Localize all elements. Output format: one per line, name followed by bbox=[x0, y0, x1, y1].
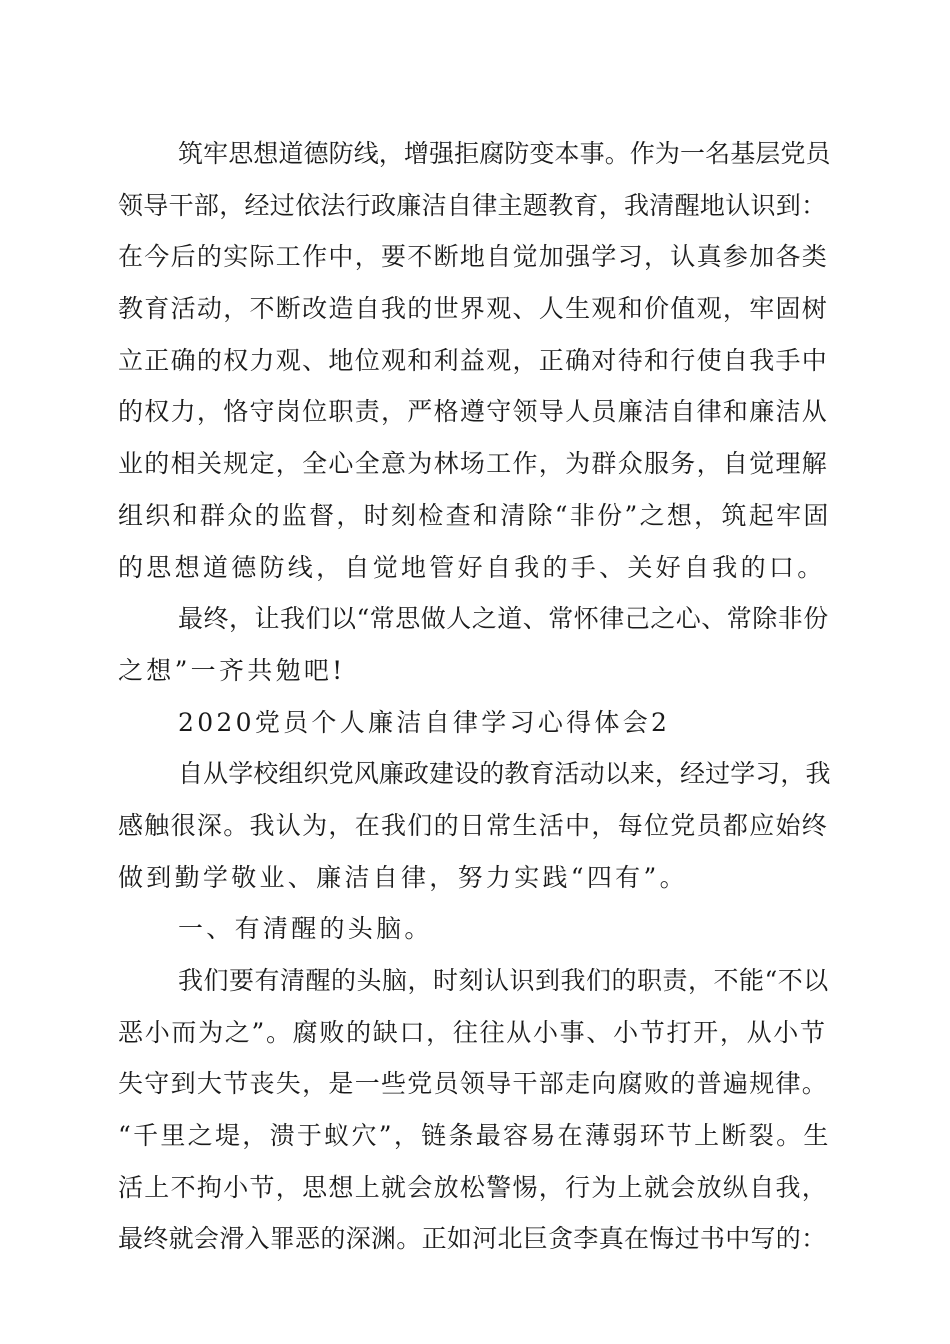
text-line-content: 自从学校组织党风廉政建设的教育活动以来，经过学习，我 bbox=[178, 759, 831, 789]
text-line bbox=[0, 1110, 950, 1162]
text-line bbox=[0, 1162, 950, 1214]
text-line bbox=[0, 800, 950, 852]
text-line-content: 业的相关规定，全心全意为林场工作，为群众服务，自觉理解 bbox=[118, 449, 829, 479]
text-line bbox=[0, 180, 950, 232]
text-line-content: 感触很深。我认为，在我们的日常生活中，每位党员都应始终 bbox=[118, 810, 829, 840]
text-line-content: 我们要有清醒的头脑，时刻认识到我们的职责，不能“不以 bbox=[178, 966, 829, 995]
text-line-content: 最终，让我们以“常思做人之道、常怀律己之心、常除非份 bbox=[178, 604, 829, 634]
text-line bbox=[0, 438, 950, 490]
text-line bbox=[0, 386, 950, 438]
text-line-content: 2020党员个人廉洁自律学习心得体会2 bbox=[178, 707, 671, 737]
text-line bbox=[0, 697, 950, 749]
text-line bbox=[0, 748, 950, 800]
text-line-content: 教育活动，不断改造自我的世界观、人生观和价值观，牢固树 bbox=[118, 294, 829, 324]
text-line-content: 最终就会滑入罪恶的深渊。正如河北巨贪李真在悔过书中写的： bbox=[118, 1224, 827, 1254]
text-line-content: 的思想道德防线，自觉地管好自我的手、关好自我的口。 bbox=[118, 552, 826, 582]
text-line bbox=[0, 542, 950, 594]
text-line bbox=[0, 852, 950, 904]
text-line-content: 在今后的实际工作中，要不断地自觉加强学习，认真参加各类 bbox=[118, 242, 829, 272]
document-body bbox=[0, 128, 950, 1265]
text-line bbox=[0, 955, 950, 1007]
text-line bbox=[0, 283, 950, 335]
text-line-content: “千里之堤，溃于蚁穴”，链条最容易在薄弱环节上断裂。生 bbox=[118, 1121, 831, 1151]
text-line bbox=[0, 128, 950, 180]
text-line-content: 筑牢思想道德防线，增强拒腐防变本事。作为一名基层党员 bbox=[178, 139, 831, 168]
text-line bbox=[0, 490, 950, 542]
text-line-content: 活上不拘小节，思想上就会放松警惕，行为上就会放纵自我， bbox=[118, 1172, 829, 1202]
text-line bbox=[0, 1058, 950, 1110]
text-line bbox=[0, 1007, 950, 1059]
text-line-content: 之想”一齐共勉吧! bbox=[118, 655, 346, 685]
text-line bbox=[0, 335, 950, 387]
text-line bbox=[0, 231, 950, 283]
text-line-content: 的权力，恪守岗位职责，严格遵守领导人员廉洁自律和廉洁从 bbox=[118, 397, 829, 427]
text-line bbox=[0, 903, 950, 955]
text-line-content: 组织和群众的监督，时刻检查和清除“非份”之想，筑起牢固 bbox=[118, 500, 831, 530]
text-line-content: 一、有清醒的头脑。 bbox=[178, 914, 433, 944]
text-line bbox=[0, 1213, 950, 1265]
text-line-content: 立正确的权力观、地位观和利益观，正确对待和行使自我手中 bbox=[118, 345, 829, 375]
text-line-content: 领导干部，经过依法行政廉洁自律主题教育，我清醒地认识到： bbox=[118, 190, 827, 220]
text-line-content: 失守到大节丧失，是一些党员领导干部走向腐败的普遍规律。 bbox=[118, 1069, 829, 1099]
text-line bbox=[0, 593, 950, 645]
text-line-content: 做到勤学敬业、廉洁自律，努力实践“四有”。 bbox=[118, 862, 688, 892]
text-line-content: 恶小而为之”。腐败的缺口，往往从小事、小节打开，从小节 bbox=[118, 1017, 827, 1047]
text-line bbox=[0, 645, 950, 697]
